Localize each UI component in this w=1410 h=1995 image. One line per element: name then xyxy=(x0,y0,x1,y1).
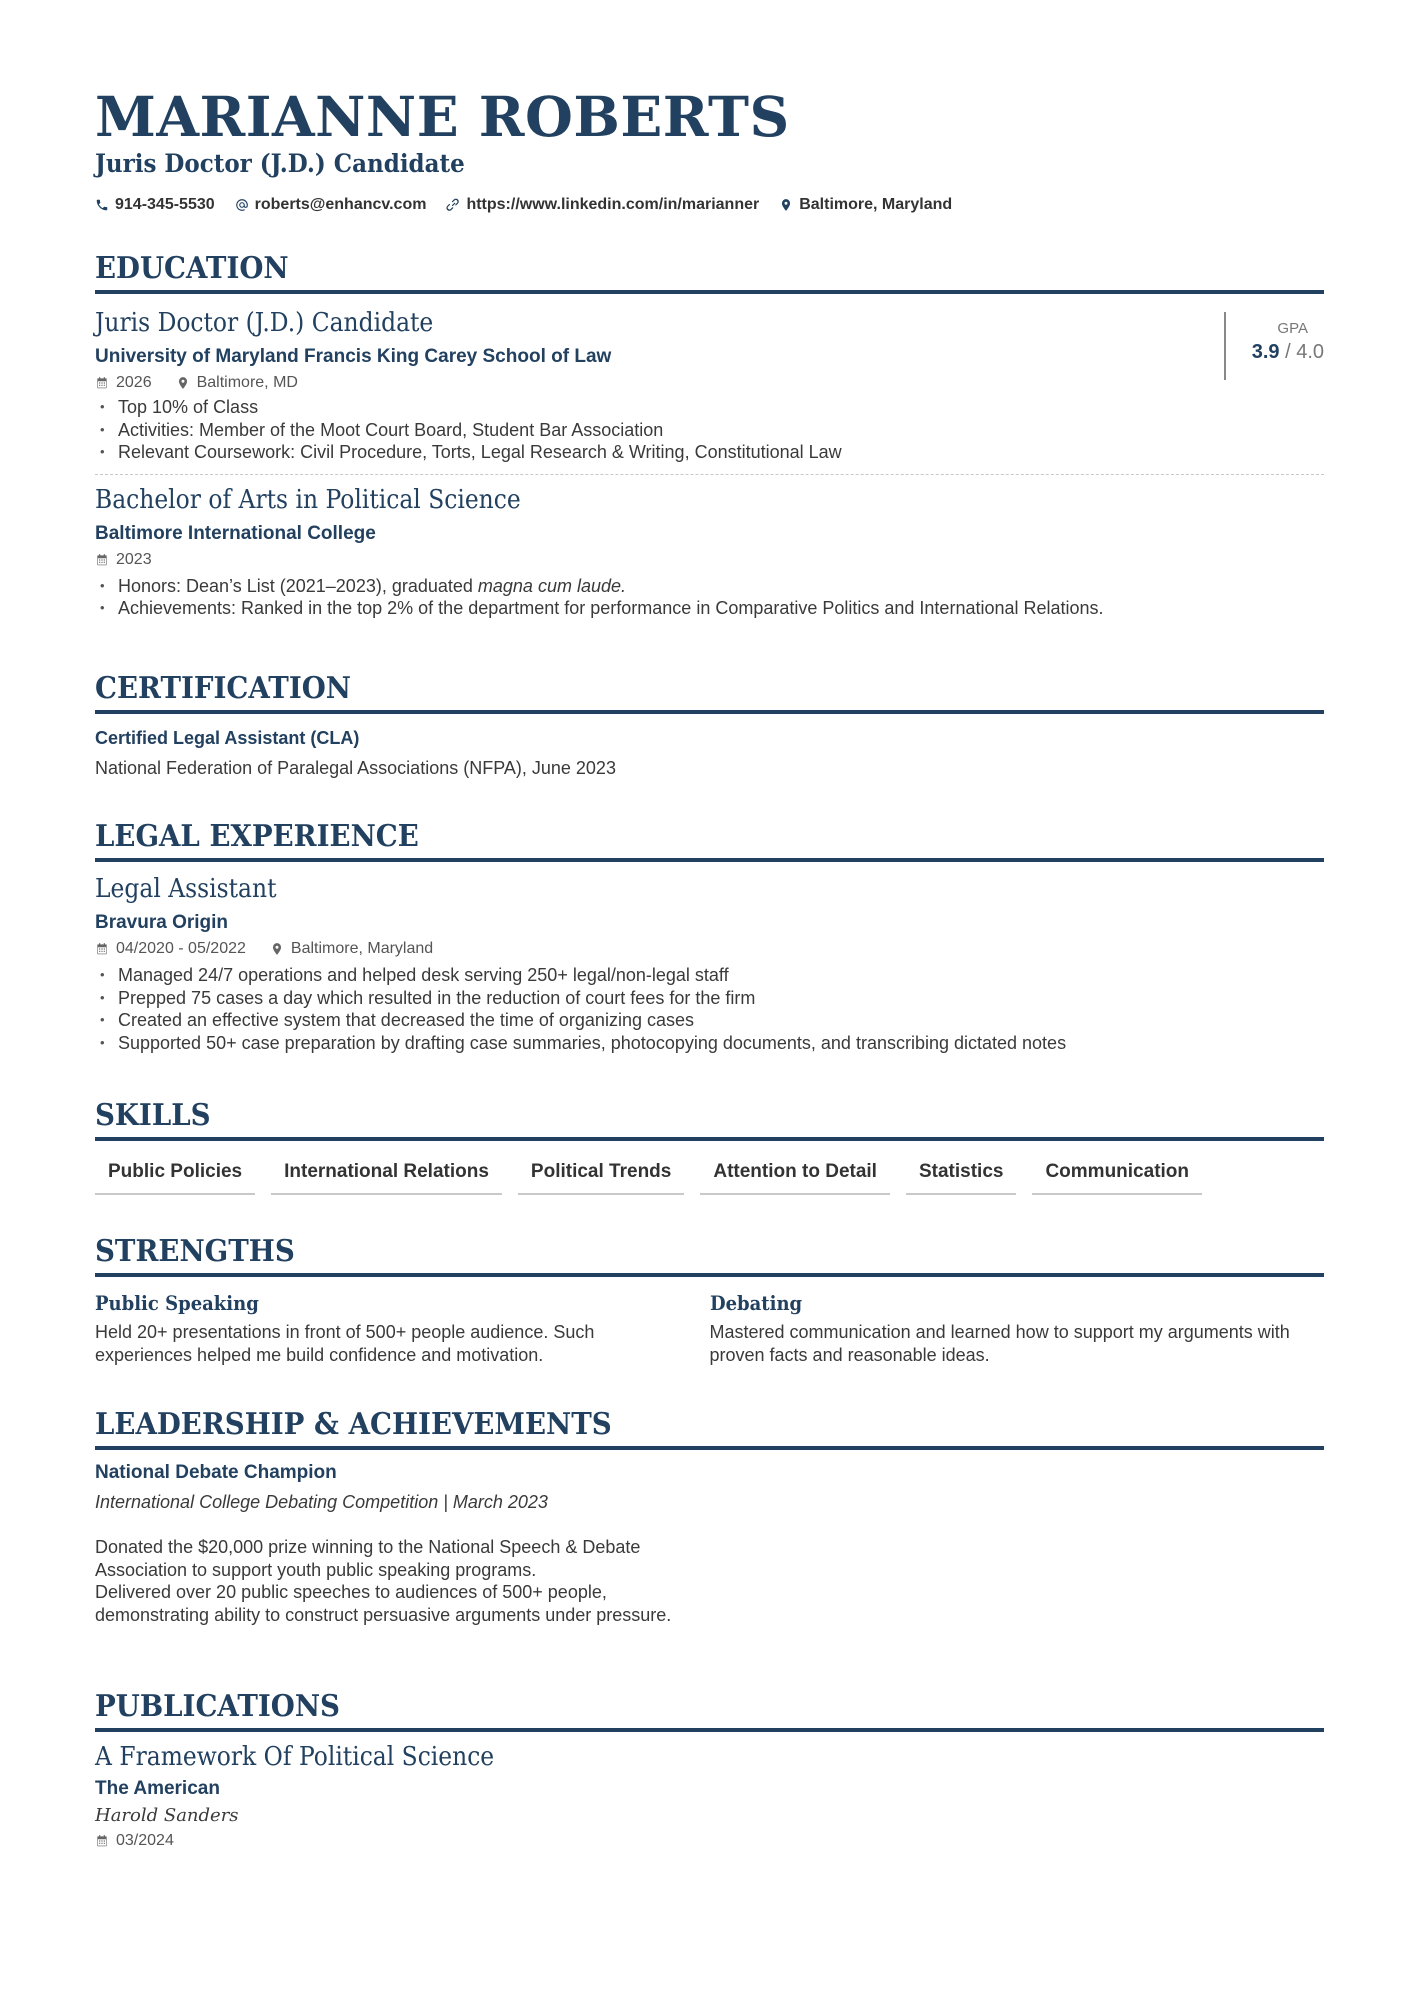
education-section xyxy=(95,250,1324,620)
skill-tag: Political Trends xyxy=(518,1157,684,1195)
job-title: Legal Assistant xyxy=(95,874,277,904)
strengths-grid xyxy=(95,1289,1324,1366)
achievement-title: National Debate Champion xyxy=(95,1462,337,1483)
contact-bar xyxy=(95,196,952,214)
gpa-value: 3.9 / 4.0 xyxy=(1251,341,1324,363)
section-heading: SKILLS xyxy=(95,1098,211,1133)
achievement-subtitle: International College Debating Competition | March 2023 xyxy=(95,1492,548,1512)
section-heading: EDUCATION xyxy=(95,251,289,286)
section-divider xyxy=(95,858,1324,862)
linkedin-text: https://www.linkedin.com/in/marianner xyxy=(466,196,760,213)
section-divider xyxy=(95,710,1324,714)
entry-meta xyxy=(95,549,1324,571)
bullet-list xyxy=(95,964,1324,1054)
publication-author: Harold Sanders xyxy=(95,1805,239,1826)
gpa-label: GPA xyxy=(1277,320,1308,337)
publisher-name: The American xyxy=(95,1778,220,1799)
date-range: 04/2020 - 05/2022 xyxy=(95,938,246,960)
bullet-item: • Supported 50+ case preparation by drafting case summaries, photocopying documents, and transcribing dictated notes xyxy=(95,1032,1324,1055)
bullet-item: • Top 10% of Class xyxy=(95,396,1324,419)
strength-item xyxy=(95,1289,710,1366)
certification-section xyxy=(95,670,1324,780)
skill-tag: Statistics xyxy=(906,1157,1016,1195)
leadership-section xyxy=(95,1406,1324,1626)
date: 2026 xyxy=(95,372,152,394)
section-heading: LEGAL EXPERIENCE xyxy=(95,819,419,854)
section-divider xyxy=(95,1137,1324,1141)
publication-title: A Framework Of Political Science xyxy=(95,1742,495,1772)
skills-section xyxy=(95,1097,1324,1195)
strength-item xyxy=(710,1289,1325,1366)
email-text: roberts@enhancv.com xyxy=(254,196,427,213)
section-divider xyxy=(95,290,1324,294)
strength-title: Public Speaking xyxy=(95,1291,259,1315)
date: 03/2024 xyxy=(95,1830,174,1852)
entry-divider xyxy=(95,474,1324,475)
education-entry xyxy=(95,306,1324,464)
calendar-icon xyxy=(95,553,109,567)
strength-title: Debating xyxy=(709,1291,802,1315)
section-divider xyxy=(95,1446,1324,1450)
skills-list xyxy=(95,1157,1324,1195)
experience-entry xyxy=(95,872,1324,1054)
experience-section xyxy=(95,818,1324,1054)
strengths-section xyxy=(95,1233,1324,1366)
strength-description: Mastered communication and learned how to support my arguments with proven facts and reasonable ideas. xyxy=(709,1322,1290,1365)
location: Baltimore, MD xyxy=(176,372,298,394)
school-name: University of Maryland Francis King Carey School of Law xyxy=(95,346,612,367)
link-icon xyxy=(446,198,460,212)
location-text: Baltimore, Maryland xyxy=(799,196,953,213)
degree-title: Bachelor of Arts in Political Science xyxy=(95,484,521,515)
contact-linkedin[interactable] xyxy=(446,196,759,214)
entry-meta xyxy=(95,372,1324,394)
skill-tag: Attention to Detail xyxy=(700,1157,890,1195)
contact-phone[interactable] xyxy=(95,196,215,214)
bullet-item: • Managed 24/7 operations and helped desk serving 250+ legal/non-legal staff xyxy=(95,964,1324,987)
bullet-item: • Relevant Coursework: Civil Procedure, Torts, Legal Research & Writing, Constitutional Law xyxy=(95,441,1324,464)
calendar-icon xyxy=(95,942,109,956)
achievement-description: Donated the $20,000 prize winning to the National Speech & Debate Association to support youth public speaking programs. Delivered over 20 public speeches to audiences of 500+ people, demonstrating ability to construct persuasive arguments under pressure. xyxy=(95,1537,672,1625)
gpa-box xyxy=(1224,312,1324,380)
publications-section xyxy=(95,1688,1324,1852)
certification-name: Certified Legal Assistant (CLA) xyxy=(95,728,360,748)
bullet-item: • Honors: Dean’s List (2021–2023), graduated magna cum laude. xyxy=(95,575,1324,598)
section-heading: PUBLICATIONS xyxy=(95,1689,340,1724)
location: Baltimore, Maryland xyxy=(270,938,433,960)
skill-tag: International Relations xyxy=(271,1157,502,1195)
skill-tag: Public Policies xyxy=(95,1157,255,1195)
certification-description: National Federation of Paralegal Associations (NFPA), June 2023 xyxy=(95,758,616,778)
bullet-item: • Achievements: Ranked in the top 2% of the department for performance in Comparative Politics and International Relations. xyxy=(95,597,1324,620)
company-name: Bravura Origin xyxy=(95,912,229,933)
degree-title: Juris Doctor (J.D.) Candidate xyxy=(95,308,434,338)
phone-text: 914-345-5530 xyxy=(115,196,215,213)
at-icon xyxy=(235,198,249,212)
bullet-list xyxy=(95,396,1324,464)
location-pin-icon xyxy=(176,376,190,390)
calendar-icon xyxy=(95,376,109,390)
contact-location xyxy=(779,196,952,214)
bullet-item: • Prepped 75 cases a day which resulted in the reduction of court fees for the firm xyxy=(95,987,1324,1010)
entry-meta xyxy=(95,1830,1324,1852)
education-entry xyxy=(95,483,1324,620)
candidate-title: Juris Doctor (J.D.) Candidate xyxy=(95,149,465,178)
bullet-item: • Activities: Member of the Moot Court Board, Student Bar Association xyxy=(95,419,1324,442)
contact-email[interactable] xyxy=(235,196,427,214)
location-pin-icon xyxy=(779,198,793,212)
bullet-item: • Created an effective system that decreased the time of organizing cases xyxy=(95,1009,1324,1032)
strength-description: Held 20+ presentations in front of 500+ people audience. Such experiences helped me build confidence and motivation. xyxy=(95,1322,595,1365)
section-heading: STRENGTHS xyxy=(95,1234,295,1269)
location-pin-icon xyxy=(270,942,284,956)
phone-icon xyxy=(95,198,109,212)
candidate-name: MARIANNE ROBERTS xyxy=(95,84,790,149)
section-divider xyxy=(95,1728,1324,1732)
date: 2023 xyxy=(95,549,152,571)
entry-meta xyxy=(95,938,1324,960)
section-heading: LEADERSHIP & ACHIEVEMENTS xyxy=(95,1407,612,1442)
skill-tag: Communication xyxy=(1032,1157,1202,1195)
calendar-icon xyxy=(95,1834,109,1848)
bullet-list xyxy=(95,575,1324,620)
section-heading: CERTIFICATION xyxy=(95,671,352,706)
school-name: Baltimore International College xyxy=(95,522,376,544)
section-divider xyxy=(95,1273,1324,1277)
